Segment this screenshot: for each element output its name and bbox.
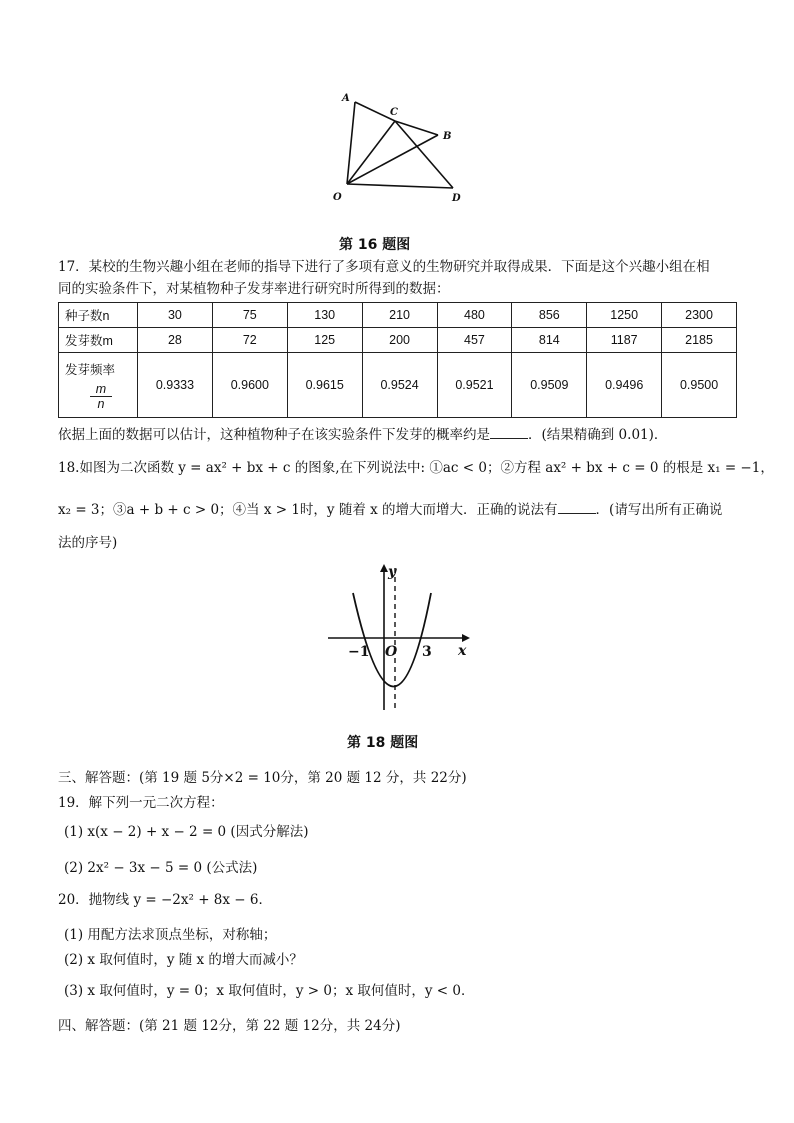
table-cell: 0.9600	[212, 353, 287, 418]
row-header-sprouts: 发芽数m	[59, 328, 138, 353]
figure-16-caption: 第 16 题图	[339, 237, 411, 253]
table-cell: 125	[287, 328, 362, 353]
table-cell: 814	[512, 328, 587, 353]
table-cell: 75	[212, 303, 287, 328]
segment-OC	[347, 121, 395, 184]
table-cell: 2300	[662, 303, 737, 328]
table-cell: 480	[437, 303, 512, 328]
table-cell: 1250	[587, 303, 662, 328]
table-cell: 0.9500	[662, 353, 737, 418]
q20-part2: (2) x 取何值时，y 随 x 的增大而减小？	[64, 952, 303, 968]
q20-part1: (1) 用配方法求顶点坐标，对称轴；	[64, 927, 277, 943]
segment-OD	[347, 184, 453, 188]
germination-table	[58, 302, 737, 418]
table-cell: 0.9524	[362, 353, 437, 418]
table-row	[59, 303, 737, 328]
tick-label-neg1: −1	[348, 644, 370, 660]
row-header-frequency	[59, 353, 138, 418]
label-O: O	[333, 192, 342, 203]
q17-conclusion: 依据上面的数据可以估计，这种植物种子在该实验条件下发芽的概率约是 ．(结果精确到 0.01)．	[58, 424, 667, 445]
x-axis-label: x	[458, 643, 467, 659]
segment-AC	[355, 102, 395, 121]
y-axis-arrow	[380, 564, 388, 572]
label-A: A	[342, 93, 350, 104]
table-cell: 0.9521	[437, 353, 512, 418]
table-cell: 457	[437, 328, 512, 353]
table-row	[59, 353, 737, 418]
label-C: C	[390, 107, 398, 118]
table-cell: 210	[362, 303, 437, 328]
table-cell: 1187	[587, 328, 662, 353]
q17-line1: 17．某校的生物兴趣小组在老师的指导下进行了多项有意义的生物研究并取得成果．下面是这个兴趣小组在相	[58, 259, 710, 275]
q19-part2: (2) 2x² − 3x − 5 = 0 (公式法)	[64, 860, 258, 876]
section-3-heading: 三、解答题：(第 19 题 5分×2 = 10分，第 20 题 12 分，共 22分)	[58, 770, 467, 786]
table-cell: 200	[362, 328, 437, 353]
answer-blank[interactable]	[558, 499, 596, 514]
q20-part3: (3) x 取何值时，y = 0；x 取何值时，y > 0；x 取何值时，y < 0．	[64, 983, 475, 999]
table-cell: 30	[138, 303, 213, 328]
q18-line1: 18.如图为二次函数 y = ax² + bx + c 的图象,在下列说法中: ①ac < 0；②方程 ax² + bx + c = 0 的根是 x₁ = −1，	[58, 460, 774, 476]
origin-label: O	[385, 644, 398, 660]
label-D: D	[452, 193, 461, 204]
q19-part1: (1) x(x − 2) + x − 2 = 0 (因式分解法)	[64, 824, 309, 840]
table-cell: 0.9509	[512, 353, 587, 418]
q19-title: 19．解下列一元二次方程：	[58, 795, 224, 811]
table-row	[59, 328, 737, 353]
table-cell: 130	[287, 303, 362, 328]
segment-OB	[347, 135, 438, 184]
table-cell: 0.9615	[287, 353, 362, 418]
q18-line3: 法的序号)	[58, 535, 118, 551]
table-cell: 0.9333	[138, 353, 213, 418]
segment-OA	[347, 102, 355, 184]
table-cell: 0.9496	[587, 353, 662, 418]
tick-label-3: 3	[422, 644, 432, 660]
q20-title: 20．抛物线 y = −2x² + 8x − 6．	[58, 892, 272, 908]
frequency-label: 发芽频率	[65, 362, 116, 377]
figure-18-parabola	[318, 560, 482, 718]
y-axis-label: y	[388, 564, 397, 580]
figure-18-caption: 第 18 题图	[347, 735, 419, 751]
parabola-curve	[353, 593, 431, 687]
answer-blank[interactable]	[490, 424, 528, 439]
label-B: B	[443, 131, 452, 142]
table-cell: 72	[212, 328, 287, 353]
table-cell: 856	[512, 303, 587, 328]
section-4-heading: 四、解答题：(第 21 题 12分，第 22 题 12分，共 24分)	[58, 1018, 401, 1034]
fraction-m-over-n: $\frac{m}{n}$	[90, 382, 112, 411]
figure-16	[320, 88, 480, 210]
q17-line2: 同的实验条件下，对某植物种子发芽率进行研究时所得到的数据：	[58, 281, 450, 297]
x-axis-arrow	[462, 634, 470, 642]
q18-line2: x₂ = 3；③a + b + c > 0；④当 x > 1时，y 随着 x 的增大而增大．正确的说法有 ．(请写出所有正确说	[58, 499, 722, 520]
row-header-seeds: 种子数n	[59, 303, 138, 328]
table-cell: 28	[138, 328, 213, 353]
table-cell: 2185	[662, 328, 737, 353]
